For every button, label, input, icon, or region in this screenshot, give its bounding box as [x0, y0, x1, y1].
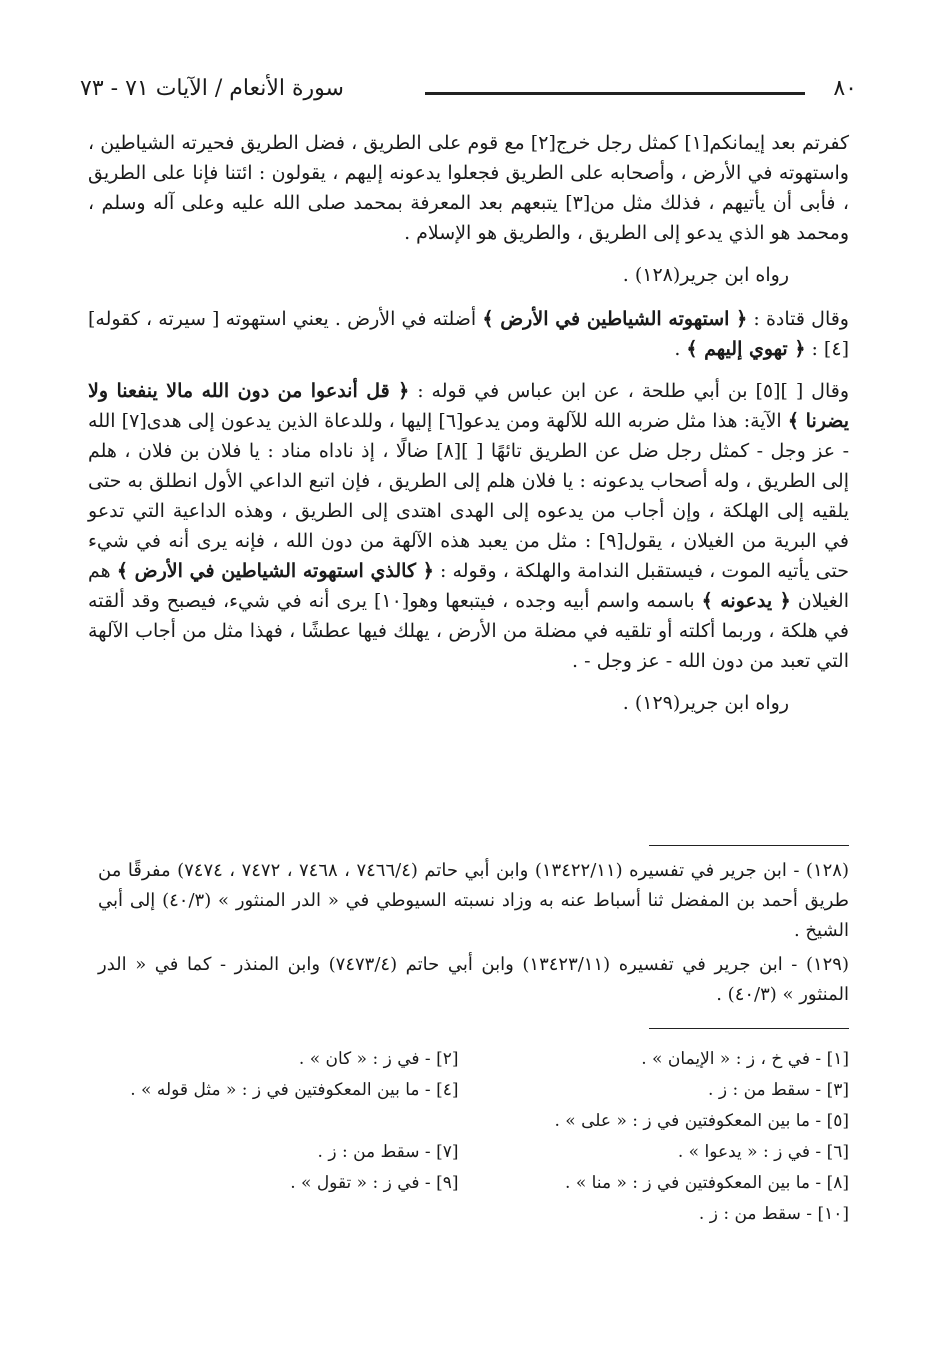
note-3: [٣] - سقط من : ز .	[708, 1080, 849, 1100]
footnote: (١٢٩) - ابن جرير في تفسيره (١٣٤٢٣/١١) وابن أبي حاتم (٧٤٧٣/٤) وابن المنذر - كما في « الدر المنثور » (٤٠/٣) .	[98, 954, 850, 1005]
footnotes	[98, 856, 849, 1014]
note-10: [١٠] - سقط من : ز .	[698, 1204, 849, 1224]
paragraph-3	[88, 376, 849, 676]
quran-quote: ﴿ استهوته الشياطين في الأرض ﴾	[482, 308, 748, 330]
notes-divider	[649, 1028, 849, 1029]
notes-grid	[98, 1044, 849, 1230]
main-text	[88, 128, 849, 732]
paragraph-2-intro: وقال قتادة :	[747, 308, 849, 330]
page-number: ٨٠	[833, 76, 857, 101]
paragraph-2-end: .	[674, 338, 687, 360]
paragraph-1: كفرتم بعد إيمانكم[١] كمثل رجل خرج[٢] مع قوم على الطريق ، فضل الطريق فحيرته الشياطين ، واستهوته في الأرض ، وأصحابه على الطريق فجعلوا يدعونه إليهم ، يقولون : ائتنا فإنا على الطريق ، فأبى أن يأتيهم ، فذلك مثل من[٣] يتبعهم بعد المعرفة بمحمد صلى الله عليه وعلى آله وسلم ، ومحمد هو الذي يدعو إلى الطريق ، والطريق هو الإسلام .	[88, 132, 850, 244]
header-rule	[425, 92, 805, 95]
footnote: (١٢٨) - ابن جرير في تفسيره (١٣٤٢٢/١١) وابن أبي حاتم (٧٤٦٦/٤ ، ٧٤٦٨ ، ٧٤٧٢ ، ٧٤٧٤) مفرقًا من طريق أحمد بن المفضل ثنا أسباط عنه به وزاد نسبته السيوطي في « الدر المنثور » (٤٠/٣) إلى أبي الشيخ .	[98, 860, 849, 941]
page-header	[80, 72, 857, 108]
note-9: [٩] - في ز : « تقول » .	[290, 1173, 459, 1193]
note-7: [٧] - سقط من : ز .	[317, 1142, 459, 1162]
note-4: [٤] - ما بين المعكوفتين في ز : « مثل قوله » .	[130, 1080, 459, 1100]
paragraph-3-mid: هم الغيلان	[88, 560, 849, 612]
quran-quote: ﴿ تهوي إليهم ﴾	[686, 338, 806, 360]
paragraph-3-end: باسمه واسم أبيه وجده ، فيتبعها وهو[١٠] يرى أنه في شيء، فيصبح وقد ألقته في هلكة ، وربما أكلته أو تلقيه في مضلة من الأرض ، يهلك فيها عطشًا ، فهذا مثل من أجاب الآلهة التي تعبد من دون الله - عز وجل - .	[88, 590, 849, 672]
paragraph-3-body: الآية: هذا مثل ضربه الله للآلهة ومن يدعو[٦] إليها ، وللدعاة الذين يدعون إلى هدى[٧] الله - عز وجل - كمثل رجل ضل عن الطريق تائهًا [ ][٨] ضالًا ، إذ ناداه مناد : يا فلان بن فلان ، هلم إلى الطريق ، وله أصحاب يدعونه : يا فلان هلم إلى الطريق ، فإن اتبع الداعي الأول انطلق به حتى يلقيه إلى الهلكة ، وإن أجاب من يدعوه إلى الهدى اهتدى إلى الطريق ، وهذه الداعية التي تدعو في البرية من الغيلان ، يقول[٩] : مثل من يعبد هذه الآلهة من دون الله ، فإنه يرى أنه في شيء حتى يأتيه الموت ، فيستقبل الندامة والهلكة ، وقوله :	[88, 410, 849, 582]
textual-notes	[98, 1044, 849, 1230]
running-title: سورة الأنعام / الآيات ٧١ - ٧٣	[80, 76, 344, 101]
source-citation-2: رواه ابن جرير(١٢٩) .	[622, 692, 789, 714]
quran-quote: ﴿ قل أندعوا من دون الله مالا ينفعنا ولا يضرنا ﴾	[88, 380, 849, 432]
note-5: [٥] - ما بين المعكوفتين في ز : « على » .	[554, 1111, 849, 1131]
note-1: [١] - في خ ، ز : « الإيمان » .	[641, 1049, 849, 1069]
note-empty	[98, 1106, 459, 1137]
note-2: [٢] - في ز : « كان » .	[298, 1049, 459, 1069]
paragraph-2	[88, 304, 849, 364]
quran-quote: ﴿ كالذي استهوته الشياطين في الأرض ﴾	[116, 560, 434, 582]
note-6: [٦] - في ز : « يدعوا » .	[677, 1142, 849, 1162]
paragraph-2-body: أضلته في الأرض . يعني استهوته [ سيرته ، كقوله][٤] :	[88, 308, 849, 360]
note-empty	[98, 1199, 459, 1230]
source-citation-1: رواه ابن جرير(١٢٨) .	[622, 264, 789, 286]
footnote-divider	[649, 845, 849, 846]
note-8: [٨] - ما بين المعكوفتين في ز : « منا » .	[565, 1173, 849, 1193]
quran-quote: ﴿ يدعونه ﴾	[701, 590, 791, 612]
paragraph-3-intro: وقال [ ][٥] بن أبي طلحة ، عن ابن عباس في قوله :	[409, 380, 850, 402]
